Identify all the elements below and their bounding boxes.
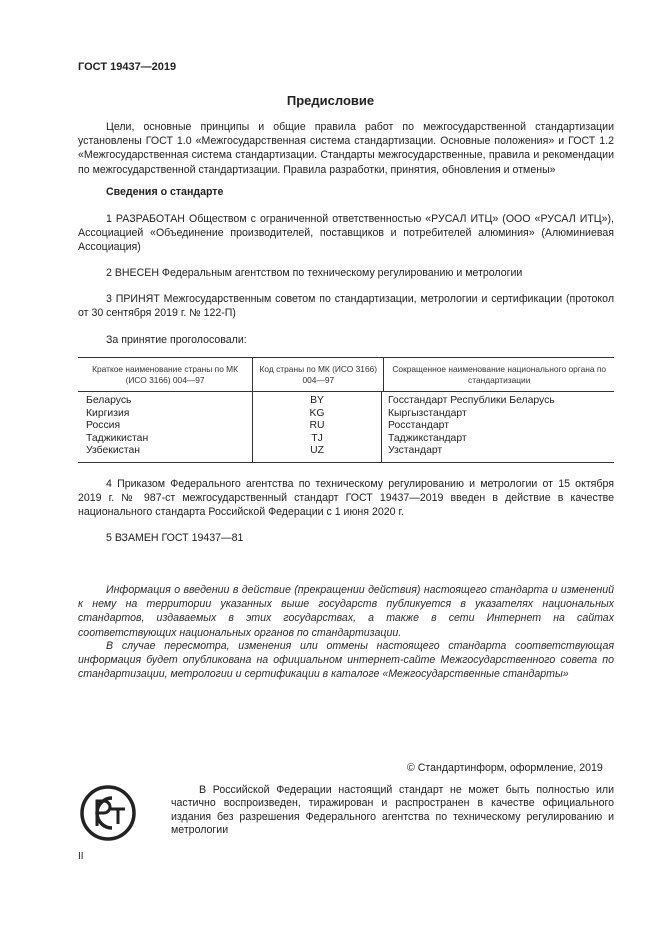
table-cell-code: KG [309, 407, 325, 419]
page-title: Предисловие [286, 93, 375, 108]
table-cell-code: RU [309, 420, 325, 432]
item-introduced: 2 ВНЕСЕН Федеральным агентством по техническому регулированию и метрологии [106, 267, 523, 279]
reproduction-notice: В Российской Федерации настоящий стандарт не может быть полностью или частично воспроизведен, тиражирован и распространен в качестве официального издания без разрешения Федерального агентства по техническому регулированию и метрологии [171, 784, 614, 837]
table-cell-code: BY [310, 395, 324, 406]
table-cell-body: Госстандарт Республики Беларусь [388, 395, 555, 406]
table-header-country: Краткое наименование страны по МК (ИСО 3166) 004—97 [92, 363, 239, 385]
code-column [252, 392, 382, 462]
table-cell-body: Таджикстандарт [388, 432, 467, 444]
item-adopted: 3 ПРИНЯТ Межгосударственным советом по стандартизации, метрологии и сертификации (протокол от 30 сентября 2019 г. № 122-П) [78, 293, 614, 320]
rst-certification-logo [79, 784, 137, 842]
table-cell-country: Россия [86, 420, 121, 432]
table-body [78, 392, 614, 462]
table-cell-country: Узбекистан [86, 445, 140, 457]
table-cell-body: Узстандарт [388, 445, 443, 457]
table-header-body: Сокращенное наименование национального органа по стандартизации [392, 363, 607, 385]
page-number: II [78, 851, 84, 862]
table-cell-code: TJ [311, 432, 323, 444]
revision-paragraph: В случае пересмотра, изменения или отмены настоящего стандарта соответствующая информация будет опубликована на официальном интернет-сайте Межгосударственного совета по стандартизации, метрологии и сертификации в каталоге «Межгосударственные стандарты» [78, 640, 614, 681]
table-header-row [78, 358, 614, 392]
voted-label: За принятие проголосовали: [106, 334, 247, 346]
info-paragraph: Информация о введении в действие (прекращении действия) настоящего стандарта и изменений к нему на территории указанных выше государств публикуется в указателях национальных стандартов, издаваемых в этих государствах, а также в сети Интернет на сайтах соответствующих национальных органов по стандартизации. [78, 584, 614, 639]
table-cell-country: Киргизия [86, 407, 130, 419]
table-cell-body: Кыргызстандарт [388, 407, 467, 419]
table-cell-country: Беларусь [86, 395, 132, 406]
table-cell-body: Росстандарт [388, 420, 449, 432]
item-developed: 1 РАЗРАБОТАН Обществом с ограниченной ответственностью «РУСАЛ ИТЦ» (ООО «РУСАЛ ИТЦ»), Ассоциацией «Объединение производителей, поставщиков и потребителей алюминия» (Алюминиевая Ассоциация) [78, 213, 614, 254]
body-column [382, 392, 614, 462]
country-column [78, 392, 252, 462]
intro-paragraph: Цели, основные принципы и общие правила работ по межгосударственной стандартизации установлены ГОСТ 1.0 «Межгосударственная система стандартизации. Основные положения» и ГОСТ 1.2 «Межгосударственная система стандартизации. Стандарты межгосударственные, правила и рекомендации по межгосударственной стандартизации. Правила разработки, принятия, обновления и отмены» [78, 121, 614, 176]
item-replaces: 5 ВЗАМЕН ГОСТ 19437—81 [106, 532, 244, 544]
table-cell-code: UZ [310, 445, 324, 457]
voting-table [78, 357, 614, 463]
table-cell-country: Таджикистан [86, 432, 149, 444]
document-id: ГОСТ 19437—2019 [78, 61, 177, 73]
section-subheading: Сведения о стандарте [106, 186, 224, 198]
table-header-code: Код страны по МК (ИСО 3166) 004—97 [252, 358, 384, 391]
copyright-line: © Стандартинформ, оформление, 2019 [407, 762, 603, 774]
item-enacted: 4 Приказом Федерального агентства по техническому регулированию и метрологии от 15 октября 2019 г. № 987-ст межгосударственный стандарт ГОСТ 19437—2019 введен в действие в качестве национального стандарта Российской Федерации с 1 июня 2020 г. [78, 478, 614, 519]
